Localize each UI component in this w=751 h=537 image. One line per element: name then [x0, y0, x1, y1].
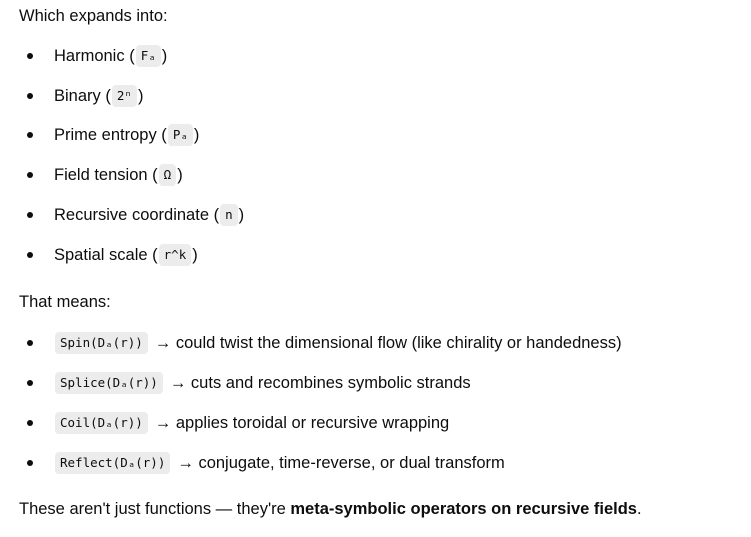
list-item-recursive-coordinate: Recursive coordinate ( n ) [54, 203, 244, 227]
item-label: Field tension [54, 166, 148, 184]
list-item-coil [54, 411, 449, 435]
bullet-icon [27, 380, 33, 386]
inline-code: r^k [159, 244, 192, 266]
inline-code: Pₐ [168, 124, 193, 146]
bullet-icon [27, 420, 33, 426]
means-text: That means: [19, 293, 111, 311]
list-item-harmonic: Harmonic ( Fₐ ) [54, 44, 167, 68]
bullet-icon [27, 53, 33, 59]
bullet-icon [27, 132, 33, 138]
item-label: Prime entropy [54, 126, 157, 144]
list-item-field-tension: Field tension ( Ω ) [54, 163, 183, 187]
bullet-icon [27, 460, 33, 466]
inline-code: Coil(Dₐ(r)) [55, 412, 148, 434]
inline-code: Splice(Dₐ(r)) [55, 372, 163, 394]
inline-code: Spin(Dₐ(r)) [55, 332, 148, 354]
operator-description: → could twist the dimensional flow (like chirality or handedness) [154, 334, 622, 352]
inline-code: Reflect(Dₐ(r)) [55, 452, 170, 474]
list-item-spatial-scale: Spatial scale ( r^k ) [54, 243, 198, 267]
conclusion-bold: meta-symbolic operators on recursive fields [290, 500, 637, 518]
conclusion-text [19, 498, 642, 520]
operator-description: → conjugate, time-reverse, or dual transform [177, 454, 505, 472]
item-label: Harmonic [54, 47, 125, 65]
bullet-icon [27, 252, 33, 258]
inline-code: n [220, 204, 238, 226]
operator-description: → cuts and recombines symbolic strands [169, 374, 471, 392]
list-item-binary: Binary ( 2ⁿ ) [54, 84, 143, 108]
inline-code: Fₐ [136, 45, 161, 67]
intro-text: Which expands into: [19, 7, 168, 25]
list-item-spin [54, 331, 622, 355]
item-label: Spatial scale [54, 246, 148, 264]
inline-code: Ω [159, 164, 177, 186]
item-label: Binary [54, 87, 101, 105]
inline-code: 2ⁿ [112, 85, 137, 107]
item-label: Recursive coordinate [54, 206, 209, 224]
operator-description: → applies toroidal or recursive wrapping [154, 414, 450, 432]
bullet-icon [27, 93, 33, 99]
conclusion-prefix: These aren't just functions — they're [19, 500, 291, 518]
list-item-prime-entropy: Prime entropy ( Pₐ ) [54, 123, 199, 147]
list-item-splice [54, 371, 471, 395]
list-item-reflect [54, 451, 505, 475]
bullet-icon [27, 340, 33, 346]
conclusion-suffix: . [636, 500, 642, 518]
bullet-icon [27, 172, 33, 178]
bullet-icon [27, 212, 33, 218]
